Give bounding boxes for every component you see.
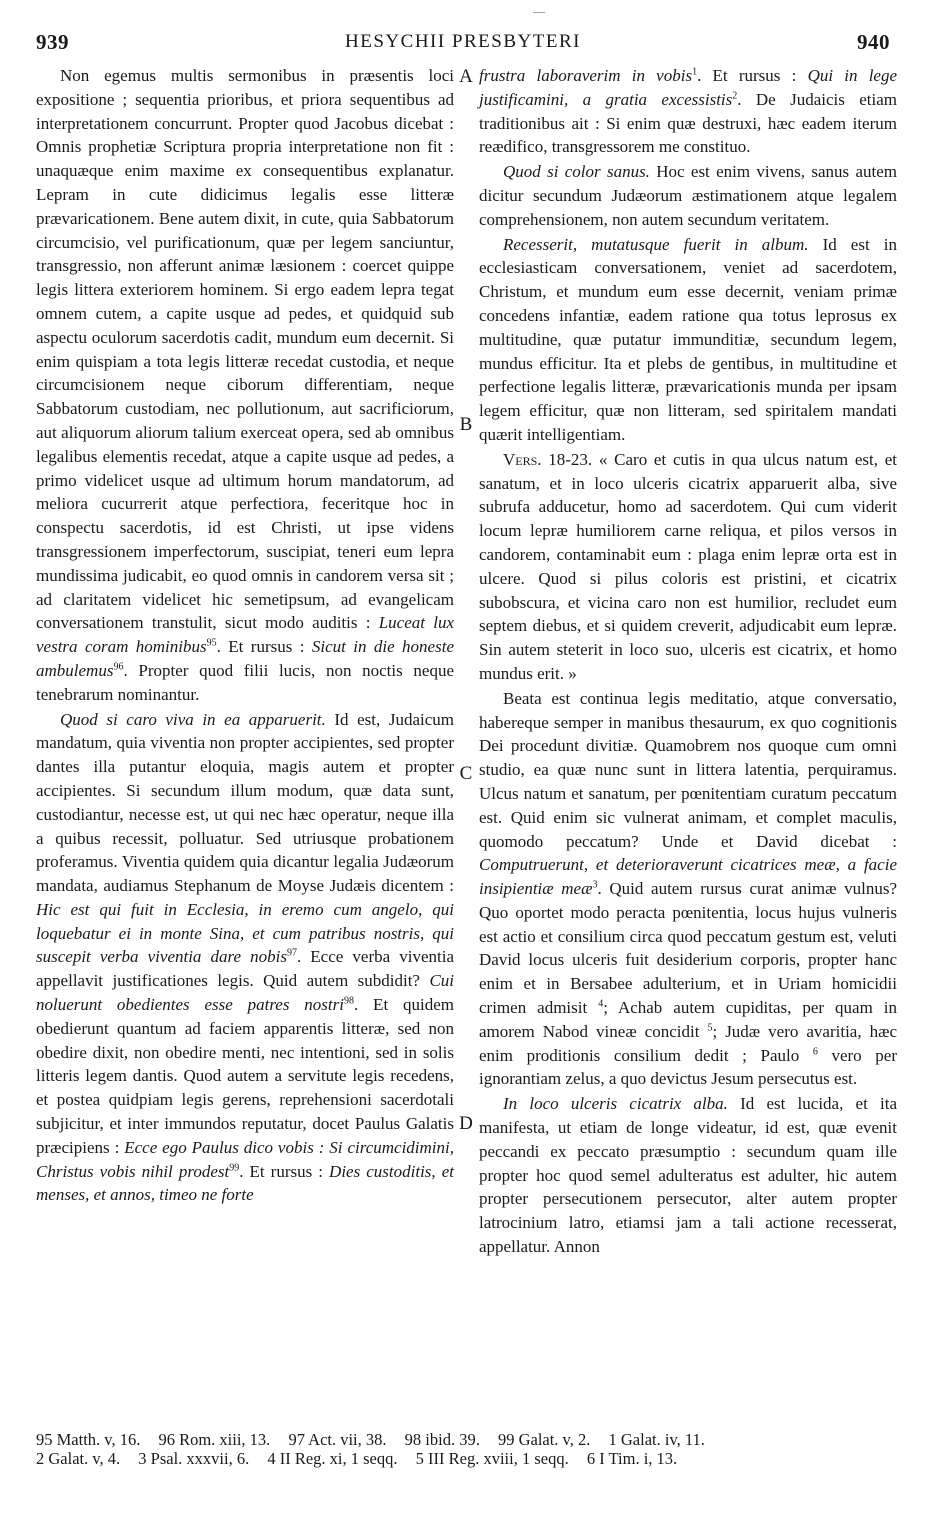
footnote-ref: 99 xyxy=(229,1162,240,1173)
footnote: 95 Matth. v, 16. xyxy=(36,1430,141,1449)
page-number-left: 939 xyxy=(36,30,69,54)
left-column xyxy=(36,64,454,1404)
page-number-right: 940 xyxy=(857,30,890,54)
margin-marker-b: B xyxy=(459,414,473,435)
lemma: Quod si caro viva in ea apparuerit. xyxy=(60,709,326,729)
paragraph: frustra laboraverim in vobis$^1$. Et rursus : Qui in lege justificamini, a gratia excessistis$^2$. De Judaicis etiam traditionibus ait : Si enim quæ destruxi, hæc eadem iterum reædifico, transgressorem me constituo. xyxy=(479,66,898,157)
lemma: Quod si color sanus. xyxy=(503,162,650,182)
footnote-ref: 6 xyxy=(812,1046,818,1058)
paragraph: Quod si color sanus. Hoc est enim vivens, sanus autem dicitur secundum Judæorum æstimationem atque legalem comprehensionem, non autem secundum veritatem. xyxy=(479,162,897,229)
scripture-quote: Cui noluerunt obedientes esse patres nostri xyxy=(36,971,454,1015)
lemma: In loco ulceris cicatrix alba. xyxy=(503,1094,728,1114)
footnote: 6 I Tim. i, 13. xyxy=(586,1449,678,1468)
footnote-ref: 95 xyxy=(206,637,217,649)
paragraph: Quod si caro viva in ea apparuerit. Id est, Judaicum mandatum, quia viventia non propter accipientes, sed propter dantes illa putantur eloquia, magis autem et propter accipientes. Si secundum illum modum, quæ data sunt, custodiantur, necesse est, ut qui nec hæc operatur, neque illa a quibus recessit, polluatur. Sed utriusque probationem proferamus. Viventia quidem quia dicantur legalia Judæorum mandata, audiamus Stephanum de Moyse Judæis dicentem : Hic est qui fuit in Ecclesia, in eremo cum angelo, qui loquebatur ei in monte Sina, et cum patribus nostris, qui suscepit verba viventia dare nobis$^{97}$. Ecce verba viventia appellavit justificationes legis. Quid autem subdidit? Cui noluerunt obedientes esse patres nostri$^{98}$. Et quidem obedierunt quantum ad faciem apparentis litteræ, sed non obedire dixit, non obedire menti, nec intentioni, sed in solis litteris legem dantis. Quod autem a servitute legis recedens, et postea quidpiam legis gerens, reprehensioni sacerdotali subjicitur, et inter immundos reputatur, docet Paulus Galatis præcipiens : Ecce ego Paulus dico vobis : Si circumcidimini, Christus vobis nihil prodest$^{99}$. Et rursus : Dies custoditis, et menses, et annos, timeo ne forte xyxy=(36,709,454,1205)
margin-marker-c: C xyxy=(459,763,473,784)
running-title: HESYCHII PRESBYTERI xyxy=(345,31,581,52)
margin-marker-a: A xyxy=(459,66,473,87)
footnote: 5 III Reg. xviii, 1 seqq. xyxy=(415,1449,569,1468)
scripture-quote: Computruerunt, et deterioraverunt cicatrices meæ, a facie insipientiæ meæ xyxy=(479,855,897,899)
scripture-quote: frustra laboraverim in vobis xyxy=(479,66,693,85)
decorative-dash: — xyxy=(533,4,545,18)
scripture-quote: Luceat lux vestra coram hominibus xyxy=(36,613,454,657)
paragraph: Non egemus multis sermonibus in præsentis loci expositione ; sequentia prioribus, et priora sequentibus ad interpretationem concurrunt. Propter quod Jacobus dicebat : Omnis prophetiæ Scriptura propria interpretatione non fit : unaquæque enim maxime ex consequentibus explanatur. Lepram in cute didicimus legalis esse litteræ prævaricationem. Bene autem dixit, in cute, quia Sabbatorum circumcisio, vel purificationum, quæ per legem sanciuntur, transgressio, non afferunt animæ læsionem : coercet quippe legis littera exteriorem hominem. Si ergo eadem lepra tegat omnem cutem, a capite usque ad pedes, et quidquid sub aspectu oculorum sacerdotis cadit, mundum eum decernit. Si enim quispiam a tota legis litteræ recedat custodia, et neque circumcisionem neque ciborum differentiam, neque Sabbatorum custodiam, nec pollutionum, aut sacrificiorum, aut aliquorum aliorum talium exerceat opera, sed ab omnibus legalibus elementis recedat, atque a capite usque ad pedes, a primo videlicet usque ad ultimum horum mandatorum, ad meliora cucurrerit atque perfectiora, feceritque hoc in conspectu sacerdotis, id est Christi, ut ipse videns transgressionem imperfectorum, suscipiat, teneri eum lepra mundissima judicabit, eo quod omnis in candorem versa sit ; ad claritatem videlicet hic semetipsum, ad evangelicam conversationem transtulit, sicut modo auditis : Luceat lux vestra coram hominibus$^{95}$. Et rursus : Sicut in die honeste ambulemus$^{96}$. Propter quod filii lucis, non noctis neque tenebrarum nominantur. xyxy=(36,66,454,704)
footnote: 2 Galat. v, 4. xyxy=(36,1449,121,1468)
footnote-ref: 4 xyxy=(598,998,604,1010)
paragraph: Beata est continua legis meditatio, atque conversatio, habereque semper in manibus thesaurum, ex quo cognitionis Dei procedunt divitiæ. Quamobrem nos quoque cum omni studio, ea quæ nunc sunt in littera latentia, perquiramus. Ulcus natum et sanatum, per pœnitentiam curatum peccatum est. Quid enim sic vulnerat animam, et complet maculis, quomodo peccatum? Unde et David dicebat : Computruerunt, et deterioraverunt cicatrices meæ, a facie insipientiæ meæ$^3$. Quid autem rursus curat animæ vulnus? Quo oportet modo peracta pœnitentia, locus hujus vulneris est actio et consilium circa quod peccatum gestum est, veluti David locus ulceris fuit desiderium corporis, propter hanc enim et in Bersabee adulterium, et in Uriam homicidii crimen admisit $^4$; Achab autem cupiditas, per quam in amorem Nabod vineæ concidit $^5$; Judæ vero avaritia, hæc enim proditionis consilium dedit ; Paulo $^6$ vero per ignorantiam zelus, a quo devictus Jesum persecutus est. xyxy=(479,688,898,1089)
paragraph: Recesserit, mutatusque fuerit in album. Id est in ecclesiasticam conversationem, veniet ad sacerdotem, Christum, et mundum eum esse decernit, veniam primæ concedens infantiæ, eadem ratione qua totus leprosus ex multitudine, quæ putatur immunditiæ, secundum legem, mundus efficitur. Ita et plebs de gentibus, in multitudine et perfectione legalis litteræ, prævaricationis munda per ipsam legem efficitur, quæ non litteram, sed spiritalem mandati quærit intelligentiam. xyxy=(479,234,897,444)
scripture-quote: Hic est qui fuit in Ecclesia, in eremo cum angelo, qui loquebatur ei in monte Sina, et cum patribus nostris, qui suscepit verba viventia dare nobis xyxy=(36,899,454,967)
footnote: 1 Galat. iv, 11. xyxy=(608,1430,705,1449)
footnote: 4 II Reg. xi, 1 seqq. xyxy=(267,1449,398,1468)
scripture-quote: Ecce ego Paulus dico vobis : Si circumcidimini, Christus vobis nihil prodest xyxy=(36,1137,454,1181)
footnote-ref: 1 xyxy=(692,66,698,78)
scripture-quote: Dies custoditis, et menses, et annos, timeo ne forte xyxy=(36,1161,454,1205)
footnote-ref: 5 xyxy=(707,1022,713,1034)
scripture-quote: Qui in lege justificamini, a gratia excessistis xyxy=(479,66,898,109)
footnote-ref: 98 xyxy=(343,995,354,1007)
footnote-line-1 xyxy=(36,1430,896,1449)
footnotes xyxy=(36,1430,896,1468)
margin-marker-d: D xyxy=(459,1113,473,1134)
scripture-quote: Sicut in die honeste ambulemus xyxy=(36,637,454,680)
footnote: 99 Galat. v, 2. xyxy=(497,1430,591,1449)
verse-reference: Vers. 18-23. xyxy=(503,449,593,469)
footnote: 3 Psal. xxxvii, 6. xyxy=(138,1449,250,1468)
paragraph: Vers. 18-23. « Caro et cutis in qua ulcus natum est, et sanatum, et in loco ulceris cicatrix apparuerit alba, sive subrufa adducetur, homo ad sacerdotem. Qui cum viderit locum lepræ humiliorem carne reliqua, et pilos versos in candorem, contaminabit eum : plaga enim lepræ orta est in ulcere. Quod si pilus coloris est pristini, et cicatrix subobscura, et vicina caro non est humilior, recludet eum septem diebus, et si quidem creverit, adjudicabit eum lepræ. Sin autem steterit in loco suo, ulceris est cicatrix, et homo mundus erit. » xyxy=(479,449,897,683)
right-column xyxy=(479,64,897,1404)
footnote-ref: 2 xyxy=(732,90,738,102)
page-header xyxy=(36,30,890,56)
footnote: 97 Act. vii, 38. xyxy=(288,1430,387,1449)
footnote-ref: 96 xyxy=(113,661,124,673)
footnote: 96 Rom. xiii, 13. xyxy=(158,1430,271,1449)
footnote-line-2 xyxy=(36,1449,896,1468)
footnote-ref: 97 xyxy=(286,947,297,959)
footnote-ref: 3 xyxy=(592,879,598,891)
paragraph: In loco ulceris cicatrix alba. Id est lucida, et ita manifesta, ut etiam de longe videatur, id est, quæ evenit peccandi ex peccato præsumptio : secundum quam ille propter hoc quod semel adulteratus est adulter, hic autem propter persecutionem persecutor, alter autem propter latrocinium latro, etiamsi jam a tali actione recesserat, appellatur. Annon xyxy=(479,1094,898,1257)
lemma: Recesserit, mutatusque fuerit in album. xyxy=(503,234,809,254)
footnote: 98 ibid. 39. xyxy=(404,1430,480,1449)
